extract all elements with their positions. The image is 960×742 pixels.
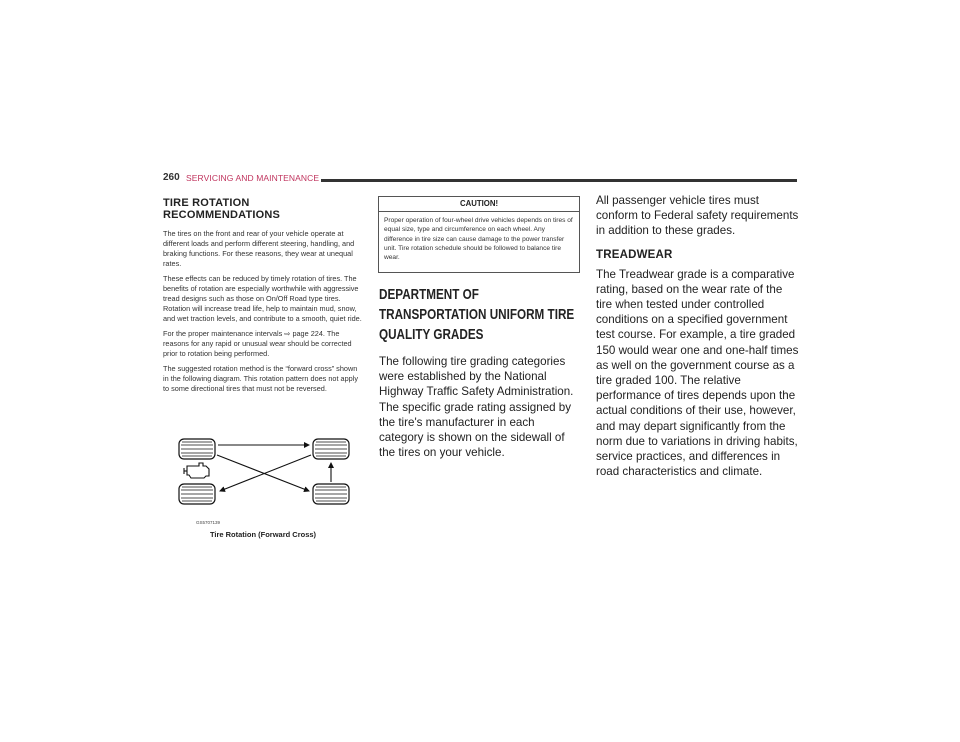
maintenance-paragraph	[163, 329, 363, 359]
page-link[interactable]: page 224.	[292, 329, 325, 338]
tire-rotation-heading: TIRE ROTATION RECOMMENDATIONS	[163, 197, 281, 221]
maintenance-suffix: The reasons for any rapid or unusual wear should be corrected prior to rotation being performed.	[163, 329, 352, 358]
page-reference-arrow-icon: ⇨	[284, 329, 291, 338]
section-title: SERVICING AND MAINTENANCE	[186, 173, 320, 183]
rotation-arrow-front-right-to-rear-left	[220, 455, 311, 491]
rotation-arrow-front-left-to-rear-right	[217, 455, 309, 491]
dot-body: The following tire grading categories were established by the National Highway Traffic Safety Administration. The specific grade rating assigned by the tire's manufacturer in each category is shown on the sidewall of the tires on your vehicle.	[379, 355, 574, 460]
caution-title: CAUTION!	[379, 197, 579, 212]
tire-front-right	[313, 439, 349, 459]
figure-id: GS5707139	[196, 520, 221, 525]
page-number: 260	[163, 172, 180, 183]
tire-rear-right	[313, 484, 349, 504]
caution-box	[378, 196, 580, 273]
dot-heading: DEPARTMENT OF TRANSPORTATION UNIFORM TIRE QUALITY GRADES	[379, 286, 575, 343]
tire-rear-left	[179, 484, 215, 504]
engine-icon	[184, 463, 209, 478]
page-header	[163, 172, 797, 188]
treadwear-section	[596, 193, 800, 489]
tire-front-left	[179, 439, 215, 459]
paragraph: The suggested rotation method is the “forward cross” shown in the following diagram. This rotation pattern does not apply to some directional tires that must not be reversed.	[163, 364, 358, 393]
caution-body: Proper operation of four-wheel drive vehicles depends on tires of equal size, type and circumference on each wheel. Any difference in tire size can cause damage to the power transfer unit. Tire rotation schedule should be followed to balance tire wear.	[384, 217, 573, 262]
header-rule	[321, 179, 797, 182]
treadwear-body: The Treadwear grade is a comparative rating, based on the wear rate of the tire when tested under controlled conditions on a specified government test course. For example, a tire graded 150 would wear one and one-half times as well on the government course as a tire graded 100. The relative performance of tires depends upon the actual conditions of their use, however, and may depart significantly from the norm due to variations in driving habits, service practices, and differences in road characteristics and climate.	[596, 267, 799, 479]
paragraph: These effects can be reduced by timely rotation of tires. The benefits of rotation are especially worthwhile with aggressive tread designs such as those on On/Off Road type tires. Rotation will increase tread life, help to maintain mud, snow, and wet traction levels, and contribute to a smooth, quiet ride.	[163, 274, 362, 323]
intro-paragraph: All passenger vehicle tires must conform to Federal safety requirements in addition to these grades.	[596, 194, 799, 238]
tire-rotation-section	[163, 197, 363, 399]
dot-section	[379, 285, 579, 460]
treadwear-heading: TREADWEAR	[596, 248, 673, 261]
paragraph: The tires on the front and rear of your vehicle operate at different loads and perform different steering, handling, and braking functions. For these reasons, they wear at unequal rates.	[163, 229, 355, 268]
maintenance-prefix: For the proper maintenance intervals	[163, 329, 283, 338]
figure-caption: Tire Rotation (Forward Cross)	[209, 530, 317, 539]
